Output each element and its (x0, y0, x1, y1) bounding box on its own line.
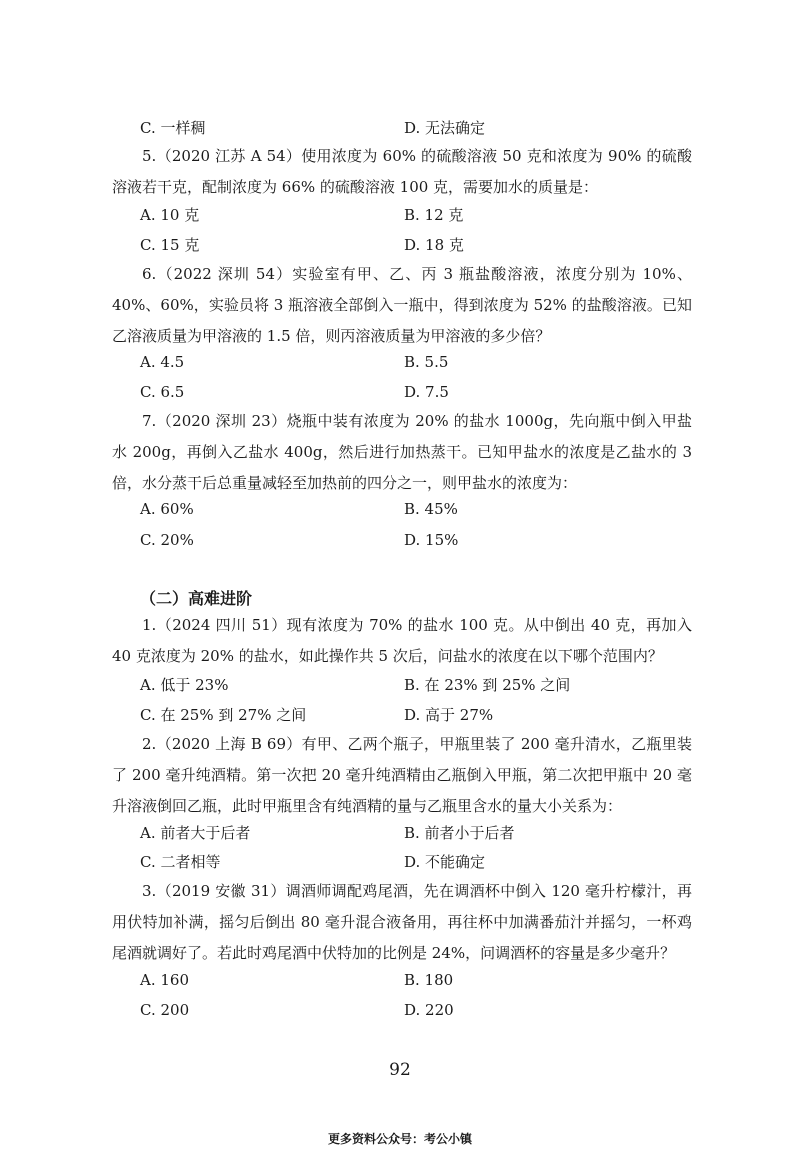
footer-text: 更多资料公众号：考公小镇 (327, 1132, 472, 1146)
q6-option-c: C. 6.5 (140, 383, 185, 401)
h3-option-d: D. 220 (404, 1001, 454, 1019)
q7-stem-text: 7.（2020 深圳 23）烧瓶中装有浓度为 20% 的盐水 1000g，先向瓶中倒入甲盐水 200g，再倒入乙盐水 400g，然后进行加热蒸干。已知甲盐水的浓度是乙盐水的 3 倍，水分蒸干后总重量减轻至加热前的四分之一，则甲盐水的浓度为： (112, 412, 692, 492)
h1-option-b: B. 在 23% 到 25% 之间 (404, 676, 571, 694)
h2-option-a: A. 前者大于后者 (140, 824, 251, 842)
h2-stem-text: 2.（2020 上海 B 69）有甲、乙两个瓶子，甲瓶里装了 200 毫升清水，乙瓶里装了 200 毫升纯酒精。第一次把 20 毫升纯酒精由乙瓶倒入甲瓶，第二次把甲瓶中 20 毫升溶液倒回乙瓶，此时甲瓶里含有纯酒精的量与乙瓶里含水的量大小关系为： (112, 735, 692, 815)
h1-option-c: C. 在 25% 到 27% 之间 (140, 706, 307, 724)
section-title: （二）高难进阶 (140, 589, 253, 608)
h1-stem-text: 1.（2024 四川 51）现有浓度为 70% 的盐水 100 克。从中倒出 40 克，再加入 40 克浓度为 20% 的盐水，如此操作共 5 次后，问盐水的浓度在以下哪个范围内？ (112, 616, 692, 665)
h3-stem-text: 3.（2019 安徽 31）调酒师调配鸡尾酒，先在调酒杯中倒入 120 毫升柠檬汁，再用伏特加补满，摇匀后倒出 80 毫升混合液备用，再往杯中加满番茄汁并摇匀，一杯鸡尾酒就调好了。若此时鸡尾酒中伏特加的比例是 24%，问调酒杯的容量是多少毫升？ (112, 882, 692, 962)
q7-option-a: A. 60% (140, 500, 194, 518)
h1-option-d: D. 高于 27% (404, 706, 494, 724)
q7-option-c: C. 20% (140, 531, 194, 549)
q4-option-d: D. 无法确定 (404, 119, 486, 137)
q5-option-c: C. 15 克 (140, 236, 200, 254)
q6-stem-text: 6.（2022 深圳 54）实验室有甲、乙、丙 3 瓶盐酸溶液，浓度分别为 10%、40%、60%，实验员将 3 瓶溶液全部倒入一瓶中，得到浓度为 52% 的盐酸溶液。已知乙溶液质量为甲溶液的 1.5 倍，则丙溶液质量为甲溶液的多少倍？ (112, 265, 692, 345)
q6-option-d: D. 7.5 (404, 383, 449, 401)
q6-stem (112, 259, 692, 352)
h2-option-d: D. 不能确定 (404, 853, 486, 871)
page-number: 92 (389, 1060, 411, 1080)
h2-option-c: C. 二者相等 (140, 853, 221, 871)
h1-option-a: A. 低于 23% (140, 676, 229, 694)
h1-stem (112, 610, 692, 672)
q7-stem (112, 406, 692, 499)
q5-stem-text: 5.（2020 江苏 A 54）使用浓度为 60% 的硫酸溶液 50 克和浓度为 90% 的硫酸溶液若干克，配制浓度为 66% 的硫酸溶液 100 克，需要加水的质量是： (112, 147, 692, 196)
q5-option-d: D. 18 克 (404, 236, 464, 254)
q5-option-b: B. 12 克 (404, 206, 464, 224)
h3-option-a: A. 160 (140, 971, 189, 989)
q4-option-c: C. 一样稠 (140, 119, 206, 137)
q6-option-a: A. 4.5 (140, 353, 185, 371)
h3-option-c: C. 200 (140, 1001, 190, 1019)
h3-option-b: B. 180 (404, 971, 454, 989)
q5-stem (112, 141, 692, 203)
q7-option-d: D. 15% (404, 531, 459, 549)
h3-stem (112, 876, 692, 969)
q5-option-a: A. 10 克 (140, 206, 200, 224)
q6-option-b: B. 5.5 (404, 353, 449, 371)
q7-option-b: B. 45% (404, 500, 458, 518)
h2-stem (112, 729, 692, 822)
h2-option-b: B. 前者小于后者 (404, 824, 515, 842)
